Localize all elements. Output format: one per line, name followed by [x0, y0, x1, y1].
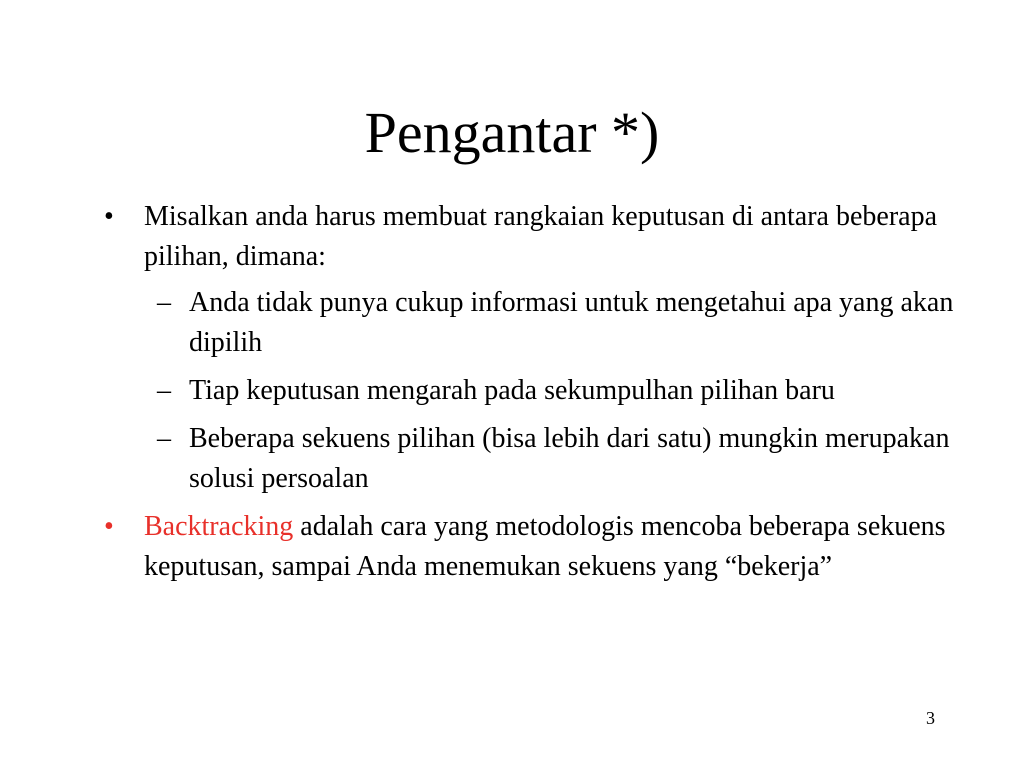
sub-bullet-item-2 [145, 371, 984, 411]
sub-bullet-text: Tiap keputusan mengarah pada sekumpulhan pilihan baru [189, 375, 835, 406]
bullet-marker: • [104, 511, 114, 542]
dash-marker: – [157, 287, 171, 318]
sub-bullet-item-1 [145, 283, 984, 363]
highlight-term: Backtracking [144, 511, 294, 542]
slide-title: Pengantar *) [364, 100, 660, 165]
page-number: 3 [926, 708, 935, 728]
dash-marker: – [157, 423, 171, 454]
sub-bullet-item-3 [145, 419, 984, 499]
sub-bullet-text: Beberapa sekuens pilihan (bisa lebih dari satu) mungkin merupakan solusi persoalan [189, 423, 950, 494]
dash-marker: – [157, 375, 171, 406]
sub-bullet-text: Anda tidak punya cukup informasi untuk mengetahui apa yang akan dipilih [189, 287, 954, 358]
bullet-text: adalah cara yang metodologis mencoba beberapa sekuens keputusan, sampai Anda menemukan sekuens yang “bekerja” [144, 511, 946, 582]
sub-bullet-list [144, 283, 984, 499]
bullet-item-2 [104, 507, 984, 587]
bullet-text: Misalkan anda harus membuat rangkaian keputusan di antara beberapa pilihan, dimana: [144, 201, 938, 272]
bullet-list [104, 197, 984, 595]
bullet-marker: • [104, 201, 114, 232]
bullet-item-1 [104, 197, 984, 499]
